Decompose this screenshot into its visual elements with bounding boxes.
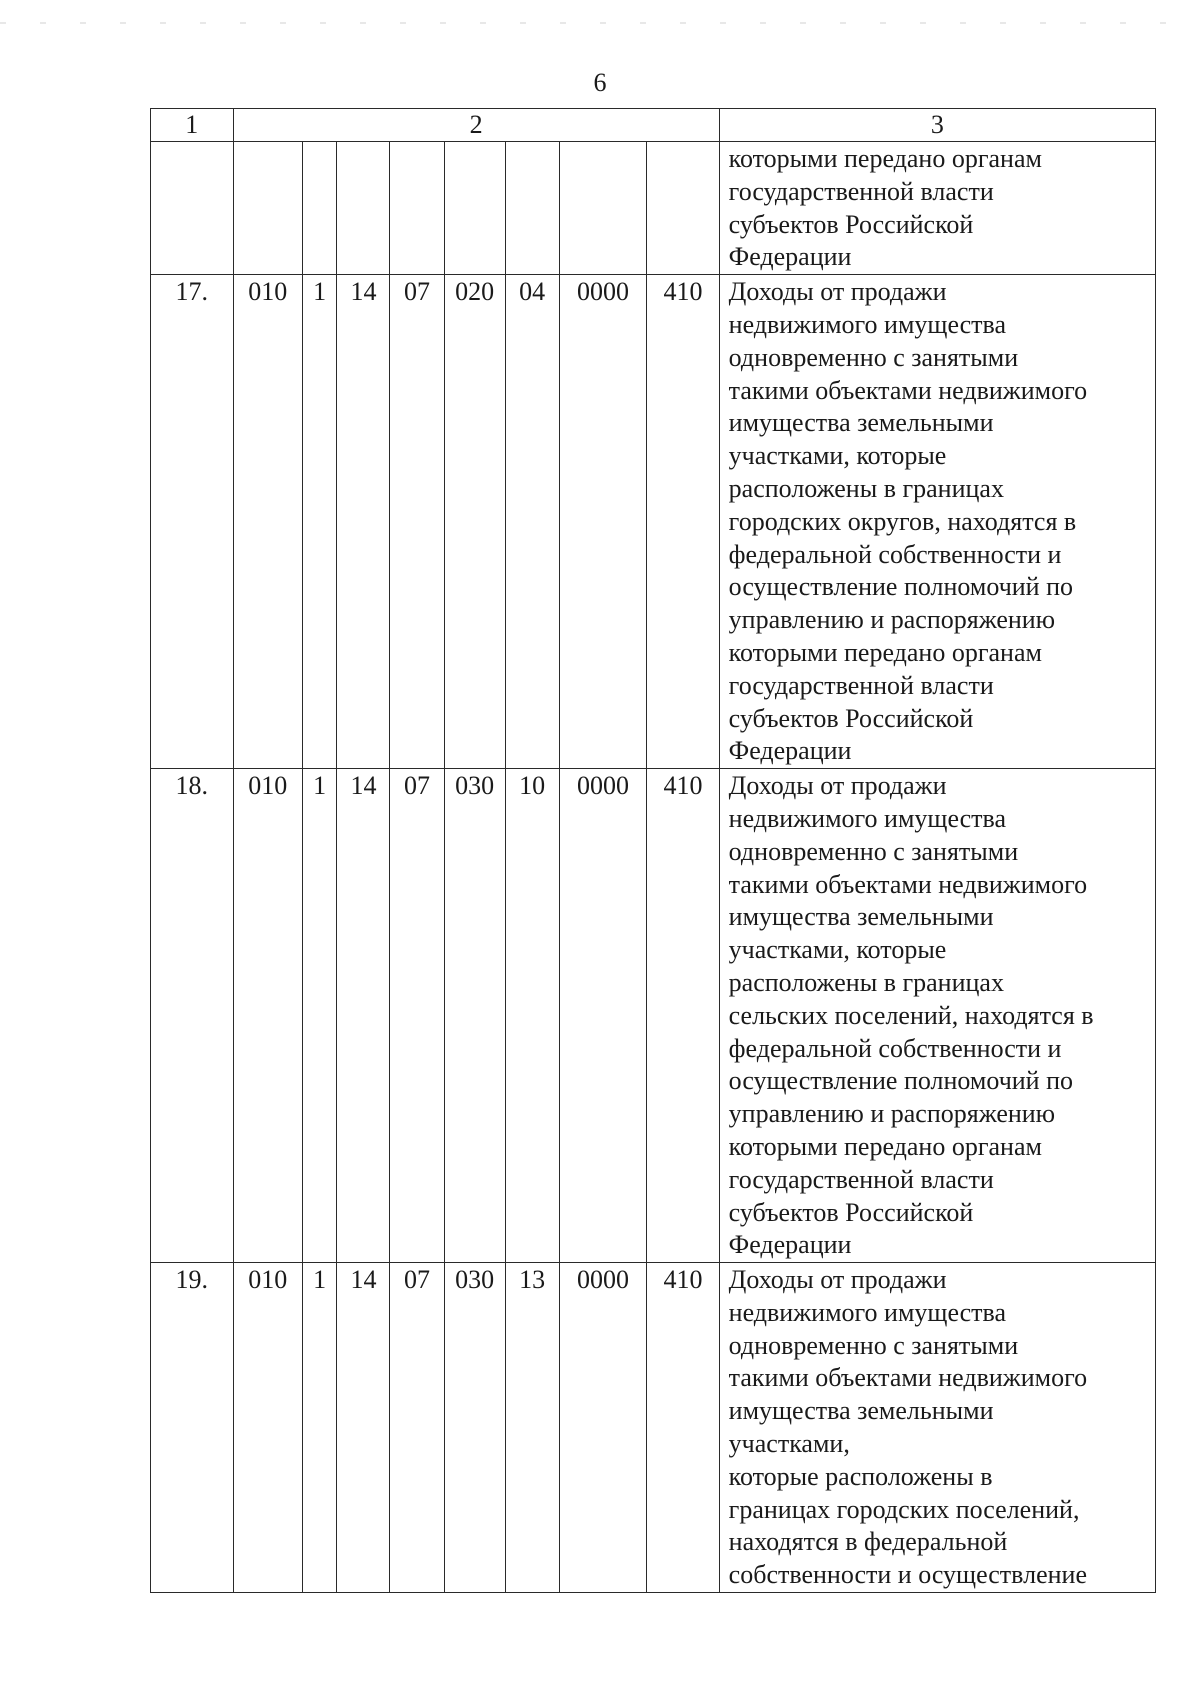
code-segment-5: 030 xyxy=(444,1263,505,1593)
description-line: недвижимого имущества xyxy=(728,803,1007,833)
description-line: расположены в границах xyxy=(728,967,1004,997)
description-line: городских округов, находятся в xyxy=(728,506,1077,536)
description-line: государственной власти xyxy=(728,176,994,206)
code-segment-3: 14 xyxy=(337,769,390,1263)
code-segment-7: 0000 xyxy=(559,1263,647,1593)
description-line: Федерации xyxy=(728,242,852,272)
description-line: государственной власти xyxy=(728,670,994,700)
description-line: участками, которые xyxy=(728,935,947,965)
description-line: имущества земельными xyxy=(728,1396,994,1426)
table-row-continuation xyxy=(151,142,1156,275)
code-segment-2: 1 xyxy=(302,1263,337,1593)
code-segment-5: 020 xyxy=(444,275,505,769)
description-line: сельских поселений, находятся в xyxy=(728,1000,1094,1030)
number-cell xyxy=(151,142,234,275)
row-number: 19. xyxy=(151,1263,234,1593)
table-row xyxy=(151,1263,1156,1593)
description-line: которыми передано органам xyxy=(728,637,1042,667)
description-line: участками, которые xyxy=(728,441,947,471)
code-cell xyxy=(233,142,302,275)
row-number: 18. xyxy=(151,769,234,1263)
code-segment-8: 410 xyxy=(647,275,719,769)
description-line: которыми передано органам xyxy=(728,1131,1042,1161)
code-segment-2: 1 xyxy=(302,275,337,769)
code-segment-2: 1 xyxy=(302,769,337,1263)
header-col-3: 3 xyxy=(719,109,1155,142)
table-row xyxy=(151,769,1156,1263)
description-line: осуществление полномочий по xyxy=(728,572,1074,602)
code-segment-6: 13 xyxy=(505,1263,559,1593)
description-line: Федерации xyxy=(728,1230,852,1260)
code-segment-7: 0000 xyxy=(559,769,647,1263)
description-line: федеральной собственности и xyxy=(728,1033,1062,1063)
description-line: участками, xyxy=(728,1429,850,1459)
code-cell xyxy=(559,142,647,275)
description-line: расположены в границах xyxy=(728,473,1004,503)
page-number: 6 xyxy=(593,68,607,97)
description-line: которыми передано органам xyxy=(728,144,1042,173)
code-segment-1: 010 xyxy=(233,275,302,769)
description-cell xyxy=(719,769,1155,1263)
code-cell xyxy=(444,142,505,275)
header-col-2: 2 xyxy=(233,109,719,142)
scan-noise-line xyxy=(0,22,1200,24)
code-segment-8: 410 xyxy=(647,1263,719,1593)
code-cell xyxy=(647,142,719,275)
description-line: такими объектами недвижимого xyxy=(728,375,1088,405)
code-cell xyxy=(505,142,559,275)
description-line: Доходы от продажи xyxy=(728,1265,947,1295)
description-line: находятся в федеральной xyxy=(728,1527,1008,1557)
description-line: такими объектами недвижимого xyxy=(728,1363,1088,1393)
description-cell xyxy=(719,1263,1155,1593)
table-header-row xyxy=(151,109,1156,142)
description-line: имущества земельными xyxy=(728,902,994,932)
description-line: субъектов Российской xyxy=(728,703,974,733)
code-segment-3: 14 xyxy=(337,1263,390,1593)
table-row xyxy=(151,275,1156,769)
description-line: одновременно с занятыми xyxy=(728,342,1019,372)
description-line: субъектов Российской xyxy=(728,209,974,239)
description-line: недвижимого имущества xyxy=(728,1297,1007,1327)
description-line: имущества земельными xyxy=(728,408,994,438)
description-line: Доходы от продажи xyxy=(728,277,947,307)
code-segment-7: 0000 xyxy=(559,275,647,769)
description-line: такими объектами недвижимого xyxy=(728,869,1088,899)
code-cell xyxy=(390,142,444,275)
description-line: федеральной собственности и xyxy=(728,539,1062,569)
description-line: управлению и распоряжению xyxy=(728,605,1056,635)
code-segment-5: 030 xyxy=(444,769,505,1263)
description-line: Доходы от продажи xyxy=(728,771,947,801)
code-segment-6: 10 xyxy=(505,769,559,1263)
code-segment-4: 07 xyxy=(390,769,444,1263)
description-line: осуществление полномочий по xyxy=(728,1066,1074,1096)
code-segment-6: 04 xyxy=(505,275,559,769)
code-cell xyxy=(302,142,337,275)
row-number: 17. xyxy=(151,275,234,769)
description-line: субъектов Российской xyxy=(728,1197,974,1227)
code-segment-4: 07 xyxy=(390,1263,444,1593)
description-line: государственной власти xyxy=(728,1164,994,1194)
description-cell xyxy=(719,142,1155,275)
code-segment-3: 14 xyxy=(337,275,390,769)
description-cell xyxy=(719,275,1155,769)
code-segment-8: 410 xyxy=(647,769,719,1263)
description-line: границах городских поселений, xyxy=(728,1494,1080,1524)
description-line: управлению и распоряжению xyxy=(728,1099,1056,1129)
code-cell xyxy=(337,142,390,275)
revenue-codes-table xyxy=(150,108,1156,1593)
description-line: которые расположены в xyxy=(728,1461,993,1491)
description-line: собственности и осуществление xyxy=(728,1560,1087,1590)
header-col-1: 1 xyxy=(151,109,234,142)
code-segment-4: 07 xyxy=(390,275,444,769)
description-line: одновременно с занятыми xyxy=(728,836,1019,866)
code-segment-1: 010 xyxy=(233,769,302,1263)
description-line: недвижимого имущества xyxy=(728,309,1007,339)
description-line: Федерации xyxy=(728,736,852,766)
code-segment-1: 010 xyxy=(233,1263,302,1593)
description-line: одновременно с занятыми xyxy=(728,1330,1019,1360)
